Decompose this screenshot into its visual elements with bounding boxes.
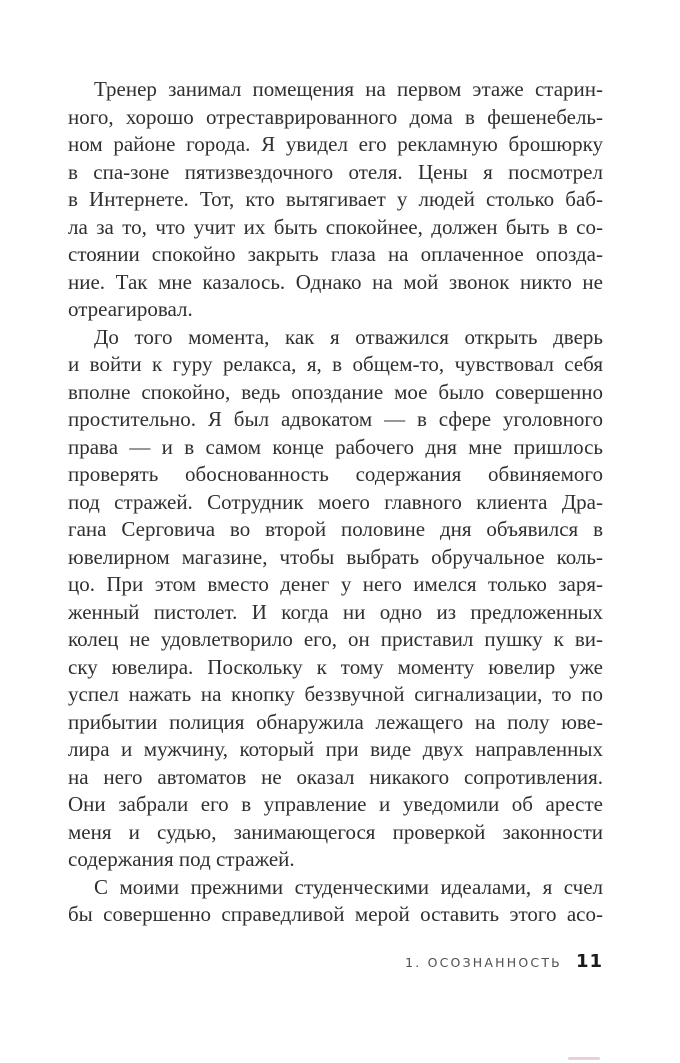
text-line: на него автоматов не оказал никакого сопротивления. xyxy=(68,764,603,789)
text-line: Тренер занимал помещения на первом этаже старин- xyxy=(94,77,603,101)
paragraph xyxy=(68,324,603,874)
text-line: Они забрали его в управление и уведомили об аресте xyxy=(68,792,603,816)
paragraph xyxy=(68,874,603,929)
text-line: в Интернете. Тот, кто вытягивает у людей столько баб- xyxy=(68,187,603,211)
text-line: гана Серговича во второй половине дня объявился в xyxy=(68,517,603,541)
text-line: проверять обоснованность содержания обвиняемого xyxy=(68,462,603,486)
text-line: меня и судью, занимающегося проверкой законности xyxy=(68,819,603,844)
text-line: С моими прежними студенческими идеалами, я счел xyxy=(94,874,603,899)
text-line: и войти к гуру релакса, я, в общем-то, чувствовал себя xyxy=(68,352,603,376)
text-line: вполне спокойно, ведь опоздание мое было совершенно xyxy=(68,379,603,404)
text-line: женный пистолет. И когда ни одно из предложенных xyxy=(68,599,603,624)
text-line: ла за то, что учит их быть спокойнее, должен быть в со- xyxy=(68,214,603,239)
text-line: ном районе города. Я увидел его рекламную брошюрку xyxy=(68,132,603,156)
text-line: ювелирном магазине, чтобы выбрать обручальное коль- xyxy=(68,544,603,569)
text-line: успел нажать на кнопку беззвучной сигнализации, то по xyxy=(68,682,603,706)
text-line: ного, хорошо отреставрированного дома в фешенебель- xyxy=(68,104,603,129)
page-number: 11 xyxy=(575,951,603,972)
text-line: бы совершенно справедливой мерой оставить этого асо- xyxy=(68,902,603,926)
page-body xyxy=(68,76,603,929)
text-line: под стражей. Сотрудник моего главного клиента Дра- xyxy=(68,489,603,514)
text-line: До того момента, как я отважился открыть дверь xyxy=(94,324,603,349)
running-footer xyxy=(68,951,603,972)
reading-progress-bar xyxy=(568,1057,600,1060)
text-line: простительно. Я был адвокатом — в сфере уголовного xyxy=(68,407,603,431)
text-line: лира и мужчину, который при виде двух направленных xyxy=(68,737,603,761)
text-line: ние. Так мне казалось. Однако на мой звонок никто не xyxy=(68,269,603,294)
text-line: цо. При этом вместо денег у него имелся только заря- xyxy=(68,572,603,596)
text-line: ску ювелира. Поскольку к тому моменту ювелир уже xyxy=(68,654,603,679)
text-line: колец не удовлетворило его, он приставил пушку к ви- xyxy=(68,627,603,651)
text-line: стоянии спокойно закрыть глаза на оплаченное опозда- xyxy=(68,242,603,266)
text-line: прибытии полиция обнаружила лежащего на полу юве- xyxy=(68,709,603,734)
text-line: отреагировал. xyxy=(68,297,193,321)
paragraph xyxy=(68,76,603,324)
text-line: содержания под стражей. xyxy=(68,847,295,871)
text-line: права — и в самом конце рабочего дня мне пришлось xyxy=(68,434,603,459)
chapter-title-label: 1. ОСОЗНАННОСТЬ xyxy=(405,955,562,970)
text-line: в спа-зоне пятизвездочного отеля. Цены я посмотрел xyxy=(68,159,603,184)
